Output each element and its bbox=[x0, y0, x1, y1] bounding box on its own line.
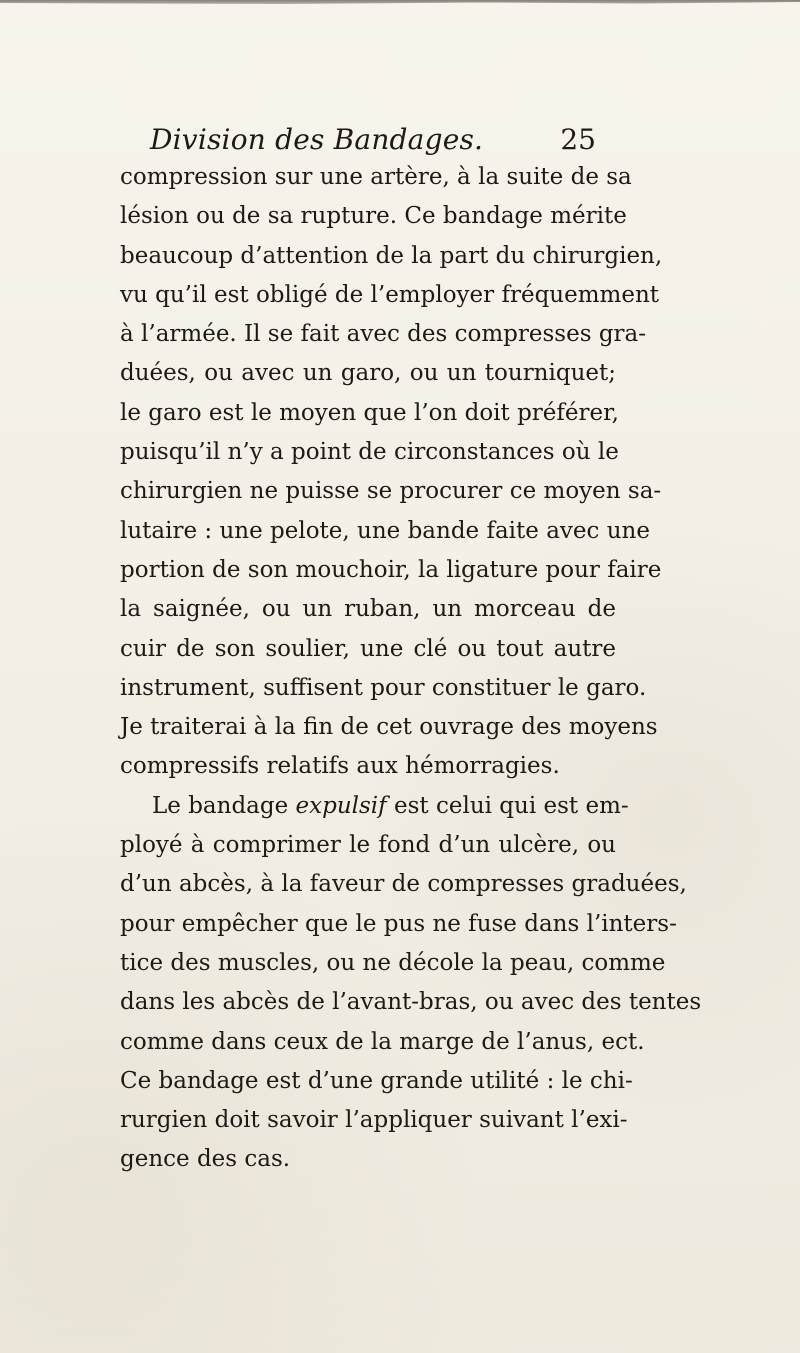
text-line: portion de son mouchoir, la ligature pour faire bbox=[120, 556, 662, 583]
text-line: lutaire : une pelote, une bande faite avec une bbox=[120, 517, 650, 544]
text-line: instrument, suffisent pour constituer le garo. bbox=[120, 674, 647, 701]
page-number: 25 bbox=[560, 123, 596, 156]
text-line: d’un abcès, à la faveur de compresses graduées, bbox=[120, 871, 687, 898]
paragraph-2-lead-text: Le bandage bbox=[152, 792, 296, 819]
text-line: tice des muscles, ou ne décole la peau, comme bbox=[120, 949, 666, 976]
text-line: compression sur une artère, à la suite de sa bbox=[120, 164, 632, 190]
text-line: Ce bandage est d’une grande utilité : le chi- bbox=[120, 1067, 633, 1094]
text-line: rurgien doit savoir l’appliquer suivant l’exi- bbox=[120, 1107, 628, 1134]
running-head: Division des Bandages. bbox=[150, 123, 484, 156]
page-header bbox=[150, 123, 596, 163]
text-line: cuir de son soulier, une clé ou tout autre bbox=[120, 635, 616, 662]
text-line: ployé à comprimer le fond d’un ulcère, ou bbox=[120, 832, 616, 859]
text-line: compressifs relatifs aux hémorragies. bbox=[120, 753, 560, 780]
text-line: comme dans ceux de la marge de l’anus, ect. bbox=[120, 1028, 645, 1055]
paragraph-2-tail-text: est celui qui est em- bbox=[386, 792, 629, 819]
text-line: chirurgien ne puisse se procurer ce moyen sa- bbox=[120, 478, 662, 505]
text-line: à l’armée. Il se fait avec des compresses gra- bbox=[120, 321, 647, 348]
body-text bbox=[120, 158, 702, 1180]
text-line: pour empêcher que le pus ne fuse dans l’inters- bbox=[120, 910, 677, 937]
text-line: lésion ou de sa rupture. Ce bandage mérite bbox=[120, 203, 627, 230]
text-line: le garo est le moyen que l’on doit préférer, bbox=[120, 399, 619, 426]
text-line: duées, ou avec un garo, ou un tourniquet; bbox=[120, 360, 616, 387]
text-line: dans les abcès de l’avant-bras, ou avec des tentes bbox=[120, 989, 702, 1016]
text-line: beaucoup d’attention de la part du chirurgien, bbox=[120, 242, 663, 269]
text-line: la saignée, ou un ruban, un morceau de bbox=[120, 596, 616, 623]
text-line: puisqu’il n’y a point de circonstances où le bbox=[120, 439, 619, 466]
text-line: vu qu’il est obligé de l’employer fréquemment bbox=[120, 281, 660, 308]
page-top-edge bbox=[0, 0, 800, 10]
text-line: Je traiterai à la fin de cet ouvrage des moyens bbox=[120, 714, 658, 741]
text-line: gence des cas. bbox=[120, 1146, 291, 1173]
expulsif-term: expulsif bbox=[295, 792, 387, 819]
paragraph-2-first-line bbox=[120, 787, 629, 826]
